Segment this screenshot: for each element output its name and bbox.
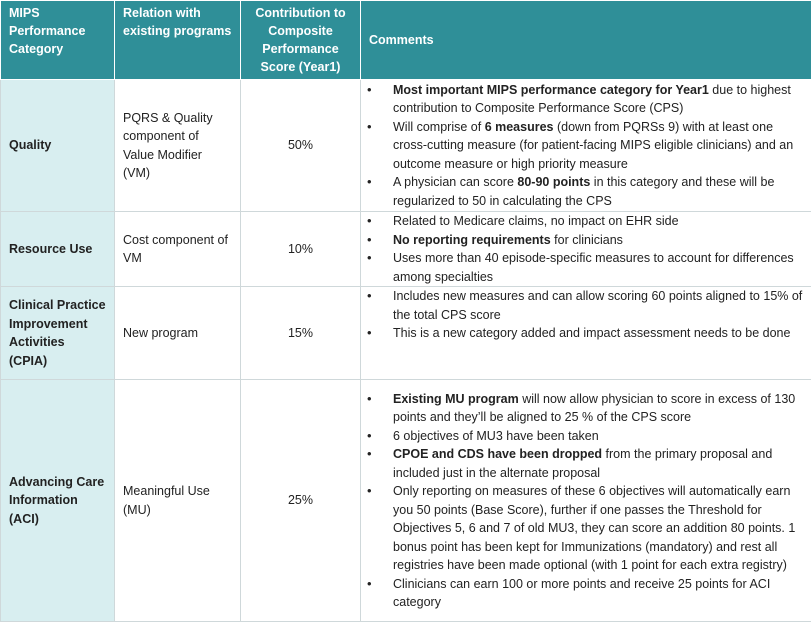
relation-cell: PQRS & Quality component of Value Modifier (VM) [115, 80, 241, 212]
comments-list [361, 390, 807, 612]
list-item: • Existing MU program will now allow physician to score in excess of 130 points and they’ll be aligned to 25 % of the CPS score [393, 390, 807, 427]
category-cell: Quality [1, 80, 115, 212]
list-item: • Uses more than 40 episode-specific measures to account for differences among specialties [393, 249, 807, 286]
header-relation: Relation with existing programs [115, 1, 241, 80]
comments-cell [361, 380, 811, 622]
header-contribution: Contribution to Composite Performance Score (Year1) [241, 1, 361, 80]
contribution-cell: 15% [241, 287, 361, 380]
comments-cell [361, 80, 811, 212]
list-item: • No reporting requirements for clinicians [393, 231, 807, 250]
table-row [1, 380, 811, 622]
category-cell: Resource Use [1, 212, 115, 287]
table-row [1, 80, 811, 212]
table-row [1, 287, 811, 380]
contribution-cell: 25% [241, 380, 361, 622]
list-item: • Only reporting on measures of these 6 objectives will automatically earn you 50 points (Base Score), further if one passes the Threshold for Objectives 5, 6 and 7 of old MU3, they can score an addition 80 points. 1 bonus point has been kept for Immunizations (mandatory) and rest all registries have been made optional (with 1 point for each extra registry) [393, 482, 807, 575]
list-item: • Includes new measures and can allow scoring 60 points aligned to 15% of the total CPS score [393, 287, 807, 324]
header-category: MIPS Performance Category [1, 1, 115, 80]
list-item: • Will comprise of 6 measures (down from PQRSs 9) with at least one cross-cutting measure (for patient-facing MIPS eligible clinicians) and an outcome measure or high priority measure [393, 118, 807, 174]
relation-cell: New program [115, 287, 241, 380]
comments-cell [361, 287, 811, 380]
table-row [1, 212, 811, 287]
list-item: • A physician can score 80-90 points in this category and these will be regularized to 50 in calculating the CPS [393, 173, 807, 210]
category-cell: Clinical Practice Improvement Activities (CPIA) [1, 287, 115, 380]
list-item: • This is a new category added and impact assessment needs to be done [393, 324, 807, 343]
relation-cell: Meaningful Use (MU) [115, 380, 241, 622]
relation-cell: Cost component of VM [115, 212, 241, 287]
comments-cell [361, 212, 811, 287]
list-item: • CPOE and CDS have been dropped from the primary proposal and included just in the alternate proposal [393, 445, 807, 482]
contribution-cell: 50% [241, 80, 361, 212]
header-row [1, 1, 811, 80]
comments-list [361, 81, 807, 211]
contribution-cell: 10% [241, 212, 361, 287]
list-item: • Clinicians can earn 100 or more points and receive 25 points for ACI category [393, 575, 807, 612]
header-comments: Comments [361, 1, 811, 80]
list-item: • 6 objectives of MU3 have been taken [393, 427, 807, 446]
comments-list [361, 287, 807, 343]
list-item: • Related to Medicare claims, no impact on EHR side [393, 212, 807, 231]
list-item: • Most important MIPS performance category for Year1 due to highest contribution to Composite Performance Score (CPS) [393, 81, 807, 118]
category-cell: Advancing Care Information (ACI) [1, 380, 115, 622]
comments-list [361, 212, 807, 286]
